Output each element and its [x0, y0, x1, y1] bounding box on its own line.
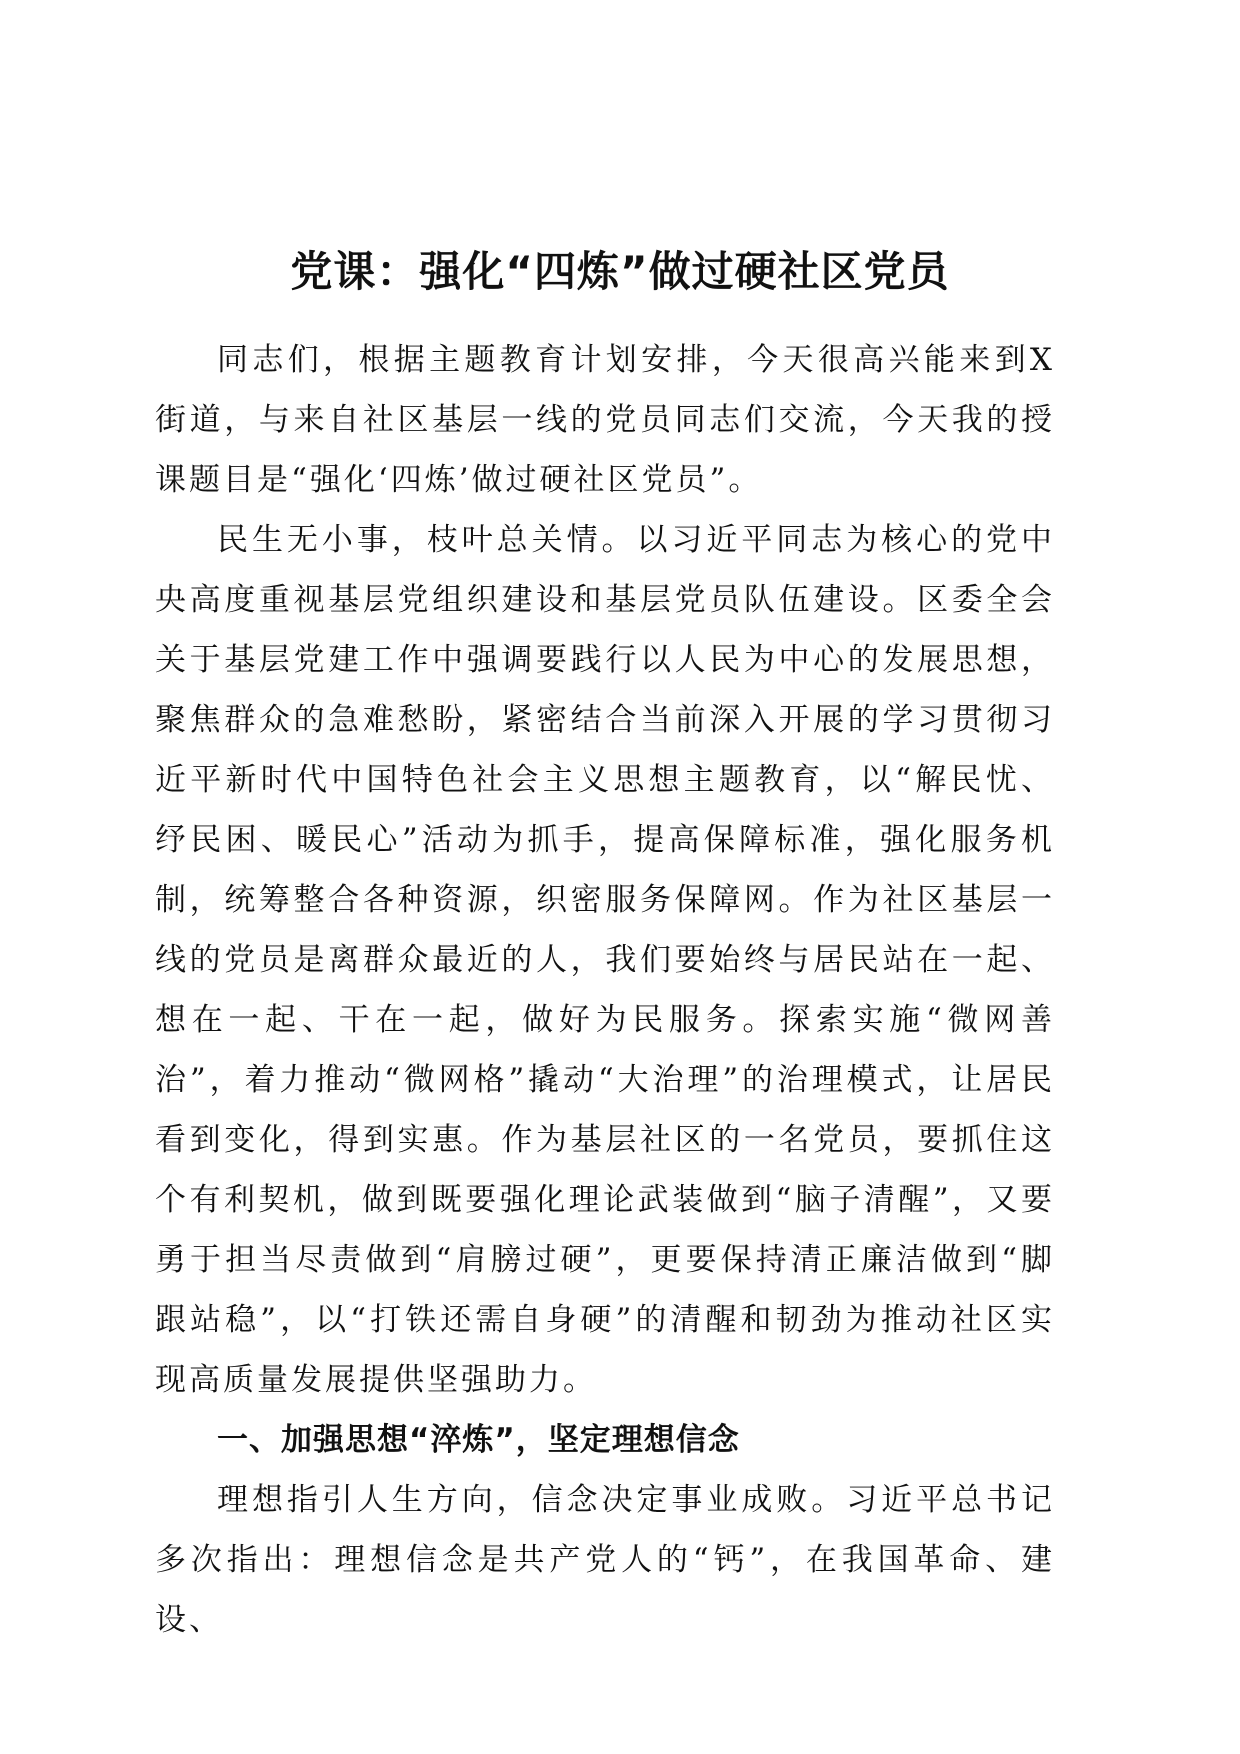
paragraph-section-1: 理想指引人生方向，信念决定事业成败。习近平总书记多次指出：理想信念是共产党人的“钙”，在我国革命、建设、 — [155, 1482, 1055, 1638]
document-body — [155, 330, 1055, 1650]
section-heading-1: 一、加强思想“淬炼”，坚定理想信念 — [217, 1422, 740, 1458]
paragraph-intro: 同志们，根据主题教育计划安排，今天很高兴能来到X街道，与来自社区基层一线的党员同志们交流，今天我的授课题目是“强化‘四炼’做过硬社区党员”。 — [155, 342, 1055, 498]
paragraph-background: 民生无小事，枝叶总关情。以习近平同志为核心的党中央高度重视基层党组织建设和基层党员队伍建设。区委全会关于基层党建工作中强调要践行以人民为中心的发展思想，聚焦群众的急难愁盼，紧密结合当前深入开展的学习贯彻习近平新时代中国特色社会主义思想主题教育，以“解民忧、纾民困、暖民心”活动为抓手，提高保障标准，强化服务机制，统筹整合各种资源，织密服务保障网。作为社区基层一线的党员是离群众最近的人，我们要始终与居民站在一起、想在一起、干在一起，做好为民服务。探索实施“微网善治”，着力推动“微网格”撬动“大治理”的治理模式，让居民看到变化，得到实惠。作为基层社区的一名党员，要抓住这个有利契机，做到既要强化理论武装做到“脑子清醒”，又要勇于担当尽责做到“肩膀过硬”，更要保持清正廉洁做到“脚跟站稳”，以“打铁还需自身硬”的清醒和韧劲为推动社区实现高质量发展提供坚强助力。 — [155, 522, 1055, 1398]
document-title: 党课：强化“四炼”做过硬社区党员 — [290, 247, 950, 296]
